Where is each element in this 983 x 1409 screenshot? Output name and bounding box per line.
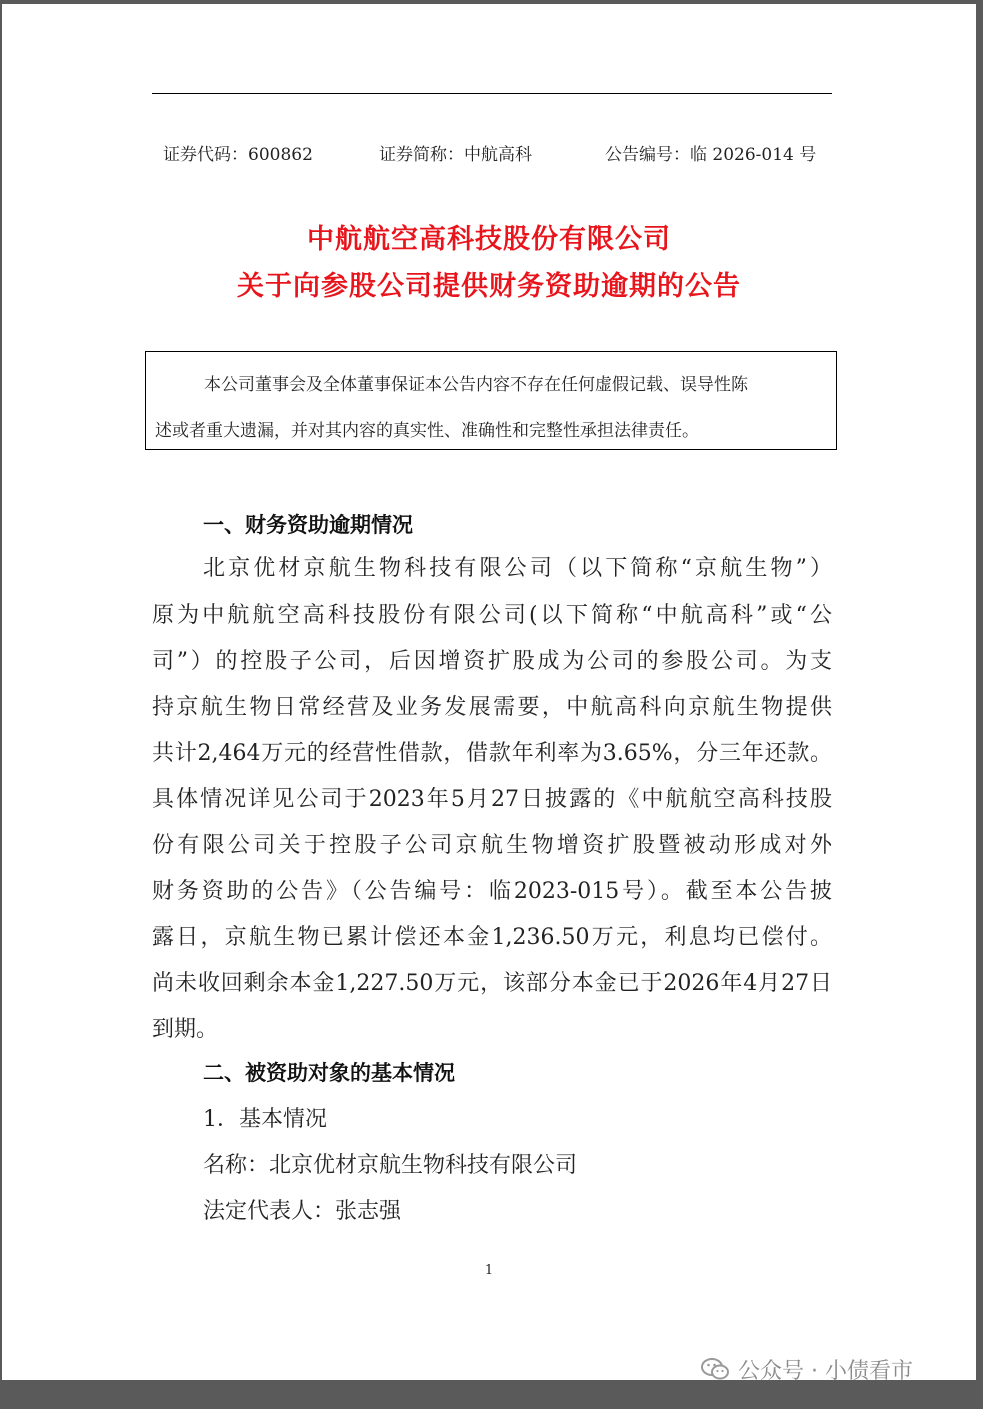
- wechat-icon: [700, 1356, 730, 1382]
- section-2-heading: 二、被资助对象的基本情况: [203, 1061, 455, 1085]
- section-1-heading: 一、财务资助逾期情况: [203, 513, 413, 537]
- header-rule: [152, 93, 832, 94]
- disclaimer-line-2: 述或者重大遗漏，并对其内容的真实性、准确性和完整性承担法律责任。: [155, 421, 699, 441]
- title-line-2: 关于向参股公司提供财务资助逾期的公告: [237, 271, 741, 302]
- section-1-line: 到期。: [152, 1017, 219, 1042]
- disclaimer-box: [145, 351, 837, 450]
- section-2-subheading: 1．基本情况: [203, 1107, 327, 1132]
- disclaimer-line-1: 本公司董事会及全体董事保证本公告内容不存在任何虚假记载、误导性陈: [204, 375, 748, 395]
- company-name-line: 名称：北京优材京航生物科技有限公司: [203, 1153, 578, 1178]
- announcement-number: 公告编号：临 2026-014 号: [605, 145, 817, 165]
- section-1-line: 露日，京航生物已累计偿还本金1,236.50万元，利息均已偿付。: [152, 925, 832, 950]
- security-abbreviation: 证券简称：中航高科: [379, 145, 532, 165]
- section-1-line: 持京航生物日常经营及业务发展需要，中航高科向京航生物提供: [152, 695, 832, 720]
- watermark-text: 公众号 · 小债看市: [738, 1358, 913, 1384]
- section-1-line: 具体情况详见公司于2023年5月27日披露的《中航航空高科技股: [152, 787, 832, 812]
- section-1-line: 财务资助的公告》（公告编号：临2023-015号）。截至本公告披: [152, 879, 832, 904]
- section-1-line: 共计2,464万元的经营性借款，借款年利率为3.65%，分三年还款。: [152, 741, 832, 766]
- security-code: 证券代码：600862: [163, 145, 313, 165]
- title-line-1: 中航航空高科技股份有限公司: [307, 224, 671, 255]
- section-1-line: 北京优材京航生物科技有限公司（以下简称“京航生物”）: [203, 556, 832, 581]
- section-1-line: 尚未收回剩余本金1,227.50万元，该部分本金已于2026年4月27日: [152, 971, 832, 996]
- section-1-line: 司”）的控股子公司，后因增资扩股成为公司的参股公司。为支: [152, 649, 832, 674]
- page-number: 1: [484, 1263, 494, 1278]
- legal-representative-line: 法定代表人：张志强: [203, 1199, 402, 1224]
- section-1-line: 原为中航航空高科技股份有限公司(以下简称“中航高科”或“公: [152, 603, 832, 628]
- document-page: [2, 4, 976, 1380]
- section-1-line: 份有限公司关于控股子公司京航生物增资扩股暨被动形成对外: [152, 833, 832, 858]
- watermark: [700, 1354, 913, 1384]
